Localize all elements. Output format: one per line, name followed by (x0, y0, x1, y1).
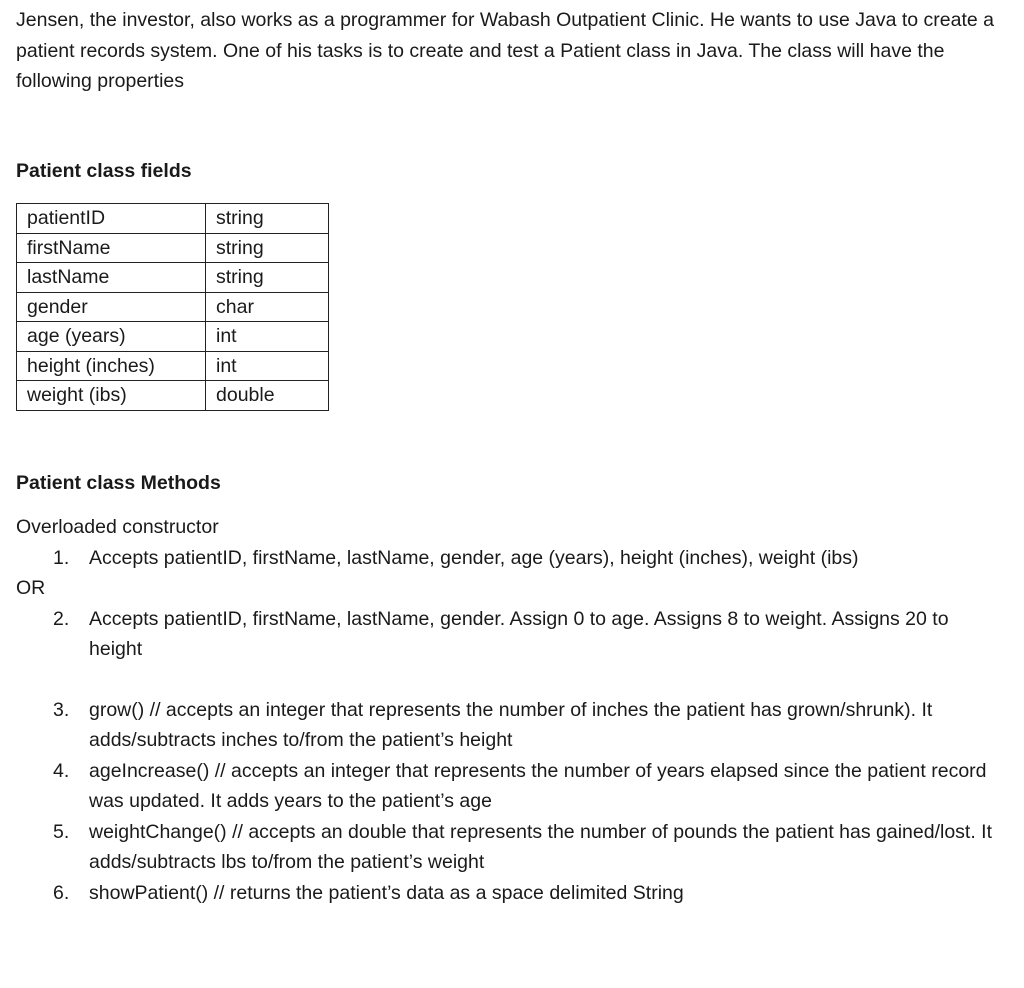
table-row (17, 204, 329, 234)
list-item-text: Accepts patientID, firstName, lastName, gender, age (years), height (inches), weight (ibs) (89, 546, 859, 569)
list-item-number: 3. (53, 698, 70, 721)
table-row (17, 351, 329, 381)
list-item-text: grow() // accepts an integer that represents the number of inches the patient has grown/shrunk). It adds/subtracts inches to/from the patient’s height (89, 698, 933, 751)
list-item-number: 5. (53, 820, 70, 843)
field-type-cell: int (206, 351, 329, 381)
field-name-cell: height (inches) (17, 351, 206, 381)
list-item (16, 543, 1006, 574)
fields-heading: Patient class fields (16, 159, 192, 182)
field-name-cell: lastName (17, 263, 206, 293)
fields-table (16, 203, 329, 411)
list-item (16, 878, 1006, 909)
field-name-cell: patientID (17, 204, 206, 234)
field-type-cell: string (206, 263, 329, 293)
table-row (17, 322, 329, 352)
constructor-label: Overloaded constructor (16, 516, 219, 538)
list-item-text: Accepts patientID, firstName, lastName, gender. Assign 0 to age. Assigns 8 to weight. Assigns 20 to height (89, 607, 949, 660)
table-row (17, 381, 329, 411)
field-name-cell: firstName (17, 233, 206, 263)
field-name-cell: weight (ibs) (17, 381, 206, 411)
field-type-cell: double (206, 381, 329, 411)
list-item (16, 695, 1006, 756)
list-item-text: weightChange() // accepts an double that represents the number of pounds the patient has gained/lost. It adds/subtracts lbs to/from the patient’s weight (89, 820, 992, 873)
field-type-cell: int (206, 322, 329, 352)
list-item-text: showPatient() // returns the patient’s data as a space delimited String (89, 881, 684, 904)
table-row (17, 263, 329, 293)
list-item-number: 1. (53, 546, 70, 569)
list-item-number: 6. (53, 881, 70, 904)
field-name-cell: age (years) (17, 322, 206, 352)
list-item (16, 604, 1006, 665)
or-label: OR (16, 577, 46, 599)
table-row (17, 292, 329, 322)
list-item-number: 2. (53, 607, 70, 630)
methods-heading: Patient class Methods (16, 471, 221, 494)
field-type-cell: string (206, 233, 329, 263)
list-item (16, 817, 1006, 878)
list-item-number: 4. (53, 759, 70, 782)
document-page (16, 5, 1006, 908)
intro-paragraph: Jensen, the investor, also works as a programmer for Wabash Outpatient Clinic. He wants to use Java to create a patient records system. One of his tasks is to create and test a Patient class in Java. The class will have the following properties (16, 9, 994, 92)
table-row (17, 233, 329, 263)
list-item-text: ageIncrease() // accepts an integer that represents the number of years elapsed since the patient record was updated. It adds years to the patient’s age (89, 759, 987, 812)
list-item (16, 756, 1006, 817)
field-type-cell: char (206, 292, 329, 322)
field-name-cell: gender (17, 292, 206, 322)
field-type-cell: string (206, 204, 329, 234)
